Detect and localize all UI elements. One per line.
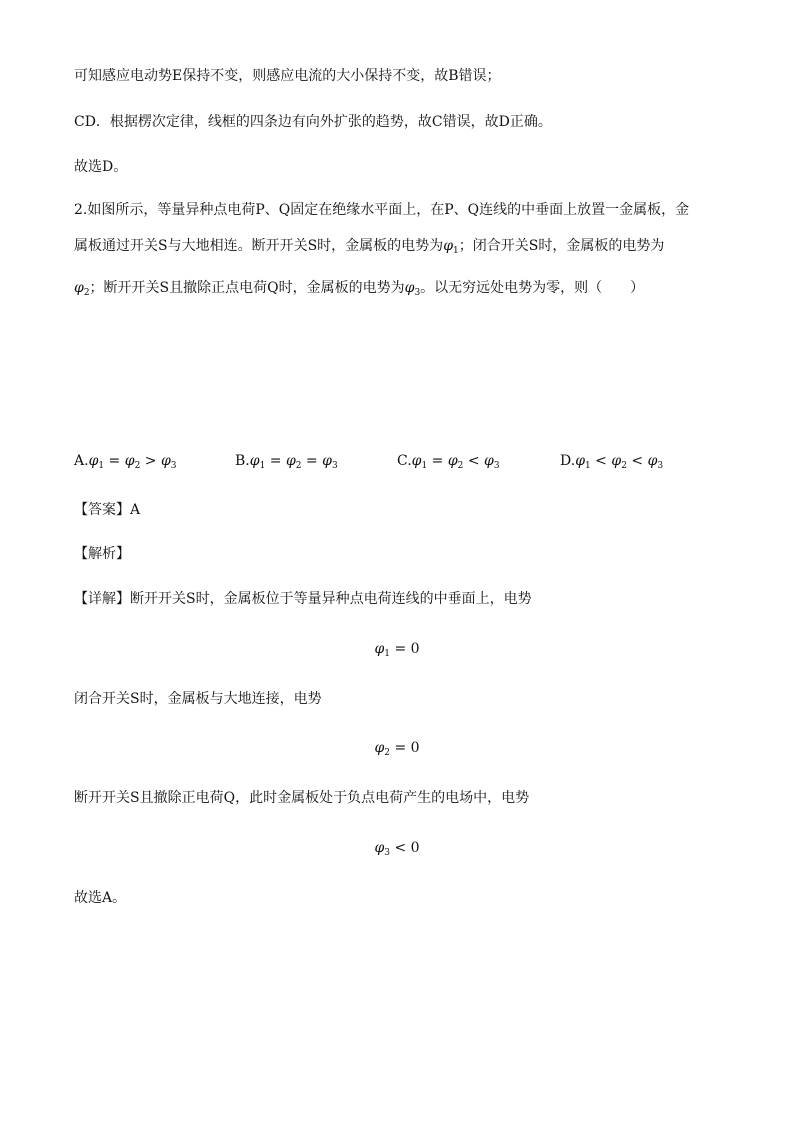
equation-rhs: = 0 [390,740,420,756]
subscript: 3 [384,848,390,858]
equation-phi2 [0,738,794,763]
answer-line: 【答案】A [74,502,141,518]
phi-symbol: φ [611,453,622,469]
remove-charge-line: 断开开关S且撤除正电荷Q，此时金属板处于负点电荷产生的电场中，电势 [74,790,530,806]
analysis-heading: 【解析】 [74,546,130,562]
question-2-line-3 [74,278,644,303]
subscript: 2 [621,461,627,471]
phi-symbol: φ [374,641,385,657]
phi-symbol: φ [88,453,99,469]
subscript: 1 [98,461,105,471]
subscript: 1 [453,246,459,256]
subscript: 2 [384,748,390,758]
text-line-conclusion-b: 可知感应电动势E保持不变，则感应电流的大小保持不变，故B错误； [74,68,501,84]
option-label: C. [397,453,412,469]
phi-symbol: φ [447,453,458,469]
question-2-line-1: 2.如图所示，等量异种点电荷P、Q固定在绝缘水平面上，在P、Q连线的中垂面上放置一金属板，金 [74,202,690,218]
equation-rhs: = 0 [390,641,420,657]
subscript: 1 [585,461,591,471]
option-b: $B.\varphi_1 = \varphi_2 = \varphi_3$ [235,453,338,471]
subscript: 2 [457,461,464,471]
final-answer-line: 故选A。 [74,890,127,906]
phi-symbol: φ [411,453,422,469]
option-label: A. [74,453,89,469]
equation-phi1 [0,639,794,664]
phi-symbol: φ [647,453,658,469]
phi-symbol: φ [285,453,296,469]
option-label: B. [235,453,250,469]
equation-phi3 [0,838,794,863]
subscript: 3 [331,461,338,471]
option-label: D. [560,453,576,469]
subscript: 3 [414,288,421,298]
question-text: 。以无穷远处电势为零，则（ ） [420,280,645,296]
subscript: 2 [83,288,90,298]
phi-symbol: φ [575,453,585,469]
detail-line: 【详解】断开开关S时，金属板位于等量异种点电荷连线的中垂面上，电势 [74,591,532,607]
equation-rhs: < 0 [390,840,420,856]
phi-symbol: φ [404,280,415,296]
subscript: 2 [295,461,302,471]
subscript: 2 [134,461,141,471]
phi-symbol: φ [160,453,171,469]
phi-symbol: φ [322,453,332,469]
phi-symbol: φ [124,453,135,469]
question-text: ；断开开关S且撤除正点电荷Q时，金属板的电势为 [89,280,405,296]
question-text: 属板通过开关S与大地相连。断开开关S时，金属板的电势为 [74,238,444,254]
phi-symbol: φ [443,238,453,254]
text-line-choose-d: 故选D。 [74,159,128,175]
subscript: 3 [493,461,500,471]
subscript: 1 [421,461,428,471]
phi-symbol: φ [374,840,385,856]
subscript: 3 [170,461,177,471]
phi-symbol: φ [74,280,84,296]
text-line-cd: CD．根据楞次定律，线框的四条边有向外扩张的趋势，故C错误，故D正确。 [74,114,552,130]
close-switch-line: 闭合开关S时，金属板与大地连接，电势 [74,691,322,707]
subscript: 3 [657,461,664,471]
question-text: ；闭合开关S时，金属板的电势为 [458,238,665,254]
question-2-line-2 [74,236,664,261]
phi-symbol: φ [484,453,494,469]
subscript: 1 [384,649,390,659]
phi-symbol: φ [249,453,260,469]
option-c: $C.\varphi_1 = \varphi_2 < \varphi_3$ [397,453,500,471]
option-a: $A.\varphi_1 = \varphi_2 > \varphi_3$ [74,453,177,471]
option-d: $D.\varphi_1 < \varphi_2 < \varphi_3$ [560,453,664,471]
subscript: 1 [259,461,266,471]
phi-symbol: φ [374,740,385,756]
